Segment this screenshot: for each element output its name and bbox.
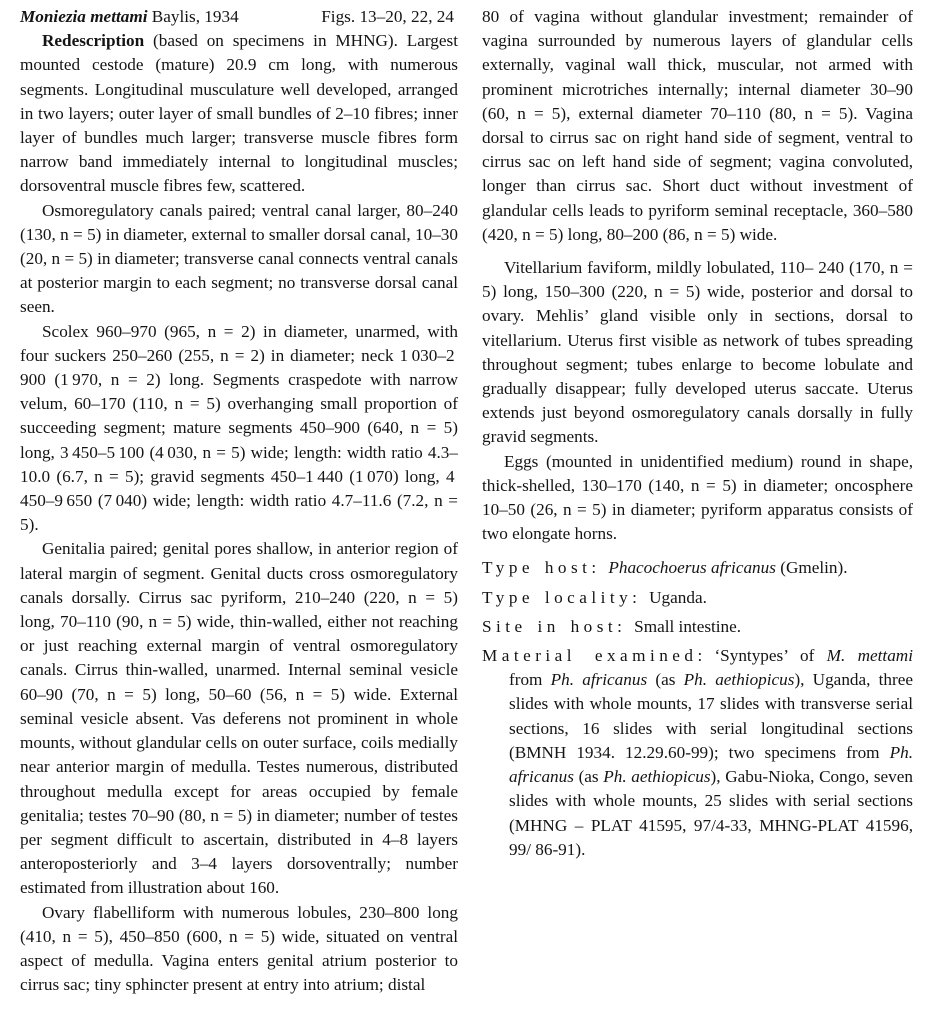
site-in-host-label: Site in host: [482, 616, 627, 636]
type-host-value: Phacochoerus africanus (Gmelin). [608, 558, 848, 578]
right-column [482, 5, 913, 1014]
type-host-label: Type host: [482, 558, 601, 578]
osmoregulatory-paragraph: Osmoregulatory canals paired; ventral canal larger, 80–240 (130, n = 5) in diameter, external to smaller dorsal canal, 10–30 (20, n = 5) in diameter; transverse canal connects ventral canals at posterior margin to each segment; no transverse dorsal canal seen. [20, 200, 458, 317]
ovary-paragraph: Ovary flabelliform with numerous lobules, 230–800 long (410, n = 5), 450–850 (600, n = 5) wide, situated on ventral aspect of medulla. Vagina enters genital atrium posterior to cirrus sac; tiny sphincter present at entry into atrium; distal [20, 902, 458, 995]
species-title [20, 5, 239, 29]
species-authority: Baylis, 1934 [147, 7, 239, 26]
scolex-paragraph: Scolex 960–970 (965, n = 2) in diameter, unarmed, with four suckers 250–260 (255, n = 2) in diameter; neck 1 030–2 900 (1 970, n = 2) long. Segments craspedote with narrow velum, 60–170 (110, n = 5) overhanging small proportion of succeeding segment; mature segments 450–900 (640, n = 5) long, 3 450–5 100 (4 030, n = 5) wide; length: width ratio 4.3–10.0 (6.7, n = 5); gravid segments 450–1 440 (1 070) long, 4 450–9 650 (7 040) wide; length: width ratio 4.7–11.6 (7.2, n = 5). [20, 321, 458, 535]
species-name: Moniezia mettami [20, 7, 148, 26]
redescription-paragraph: Redescription (based on specimens in MHNG). Largest mounted cestode (mature) 20.9 cm long, with numerous segments. Longitudinal musculature well developed, arranged in two layers; outer layer of small bundles of 2–10 fibres; inner layer of bundles much larger; transverse muscle fibres form narrow band immediately internal to longitudinal muscles; dorsoventral muscle fibres few, scattered. [20, 31, 458, 196]
site-in-host-value: Small intestine. [634, 616, 742, 636]
site-in-host-entry [482, 615, 913, 639]
type-locality-label: Type locality: [482, 587, 642, 607]
material-examined-entry [482, 644, 913, 862]
type-locality-entry [482, 586, 913, 610]
material-examined-value: ‘Syntypes’ of M. mettami from Ph. africanus (as Ph. aethiopicus), Uganda, three slides with whole mounts, 17 slides with transverse serial sections, 16 slides with serial longitudinal sections (BMNH 1934. 12.29.60-99); two specimens from Ph. africanus (as Ph. aethiopicus), Gabu-Nioka, Congo, seven slides with whole mounts, 25 slides with serial sections (MHNG – PLAT 41595, 97/4-33, MHNG-PLAT 41596, 99/ 86-91). [509, 646, 914, 859]
taxonomy-entries [482, 556, 913, 861]
figure-reference: Figs. 13–20, 22, 24 [321, 7, 454, 26]
section-heading [20, 5, 454, 29]
type-host-entry [482, 556, 913, 580]
left-column [20, 5, 458, 1014]
type-locality-value: Uganda. [649, 587, 707, 607]
vagina-continuation-paragraph: 80 of vagina without glandular investment; remainder of vagina surrounded by numerous layers of glandular cells externally, vaginal wall thick, muscular, not armed with prominent microtriches internally; internal diameter 30–90 (60, n = 5), external diameter 70–110 (80, n = 5). Vagina dorsal to cirrus sac on right hand side of segment, ventral to cirrus sac on left hand side of segment; vagina convoluted, longer than cirrus sac. Short duct without investment of glandular cells leads to pyriform seminal receptacle, 360–580 (420, n = 5) long, 80–200 (86, n = 5) wide. [482, 7, 913, 244]
material-examined-label: Material examined: [482, 646, 707, 666]
genitalia-paragraph: Genitalia paired; genital pores shallow, in anterior region of lateral margin of segment. Genital ducts cross osmoregulatory canals dorsally. Cirrus sac pyriform, 210–240 (220, n = 5) long, 70–110 (90, n = 5) wide, thin-walled, either not reaching or just reaching external margin of ventral osmoregulatory canals. Cirrus thin-walled, unarmed. Internal seminal vesicle 60–90 (70, n = 5) long, 50–60 (56, n = 5) wide. External seminal vesicle absent. Vas deferens not prominent in whole mounts, without glandular cells on outer surface, coils medially near anterior margin of medulla. Testes numerous, distributed throughout medulla except for areas occupied by female genitalia; testes 70–90 (80, n = 5) in diameter; number of testes per segment difficult to ascertain, distributed in 4–8 layers anteroposteriorly and 3–4 layers dorsoventrally; number estimated from illustration about 160. [20, 539, 458, 898]
eggs-paragraph: Eggs (mounted in unidentified medium) round in shape, thick-shelled, 130–170 (140, n = 5) in diameter; oncosphere 10–50 (26, n = 5) in diameter; pyriform apparatus consists of two elongate horns. [482, 451, 913, 544]
vitellarium-paragraph: Vitellarium faviform, mildly lobulated, 110– 240 (170, n = 5) long, 150–300 (220, n = 5) wide, posterior and dorsal to ovary. Mehlis’ gland visible only in sections, dorsal to vitellarium. Uterus first visible as network of tubes spreading throughout segment; tubes enlarge to become lobulate and gradually disappear; fully developed uterus saccate. Uterus extends just beyond osmoregulatory canals dorsally in fully gravid segments. [482, 258, 913, 447]
